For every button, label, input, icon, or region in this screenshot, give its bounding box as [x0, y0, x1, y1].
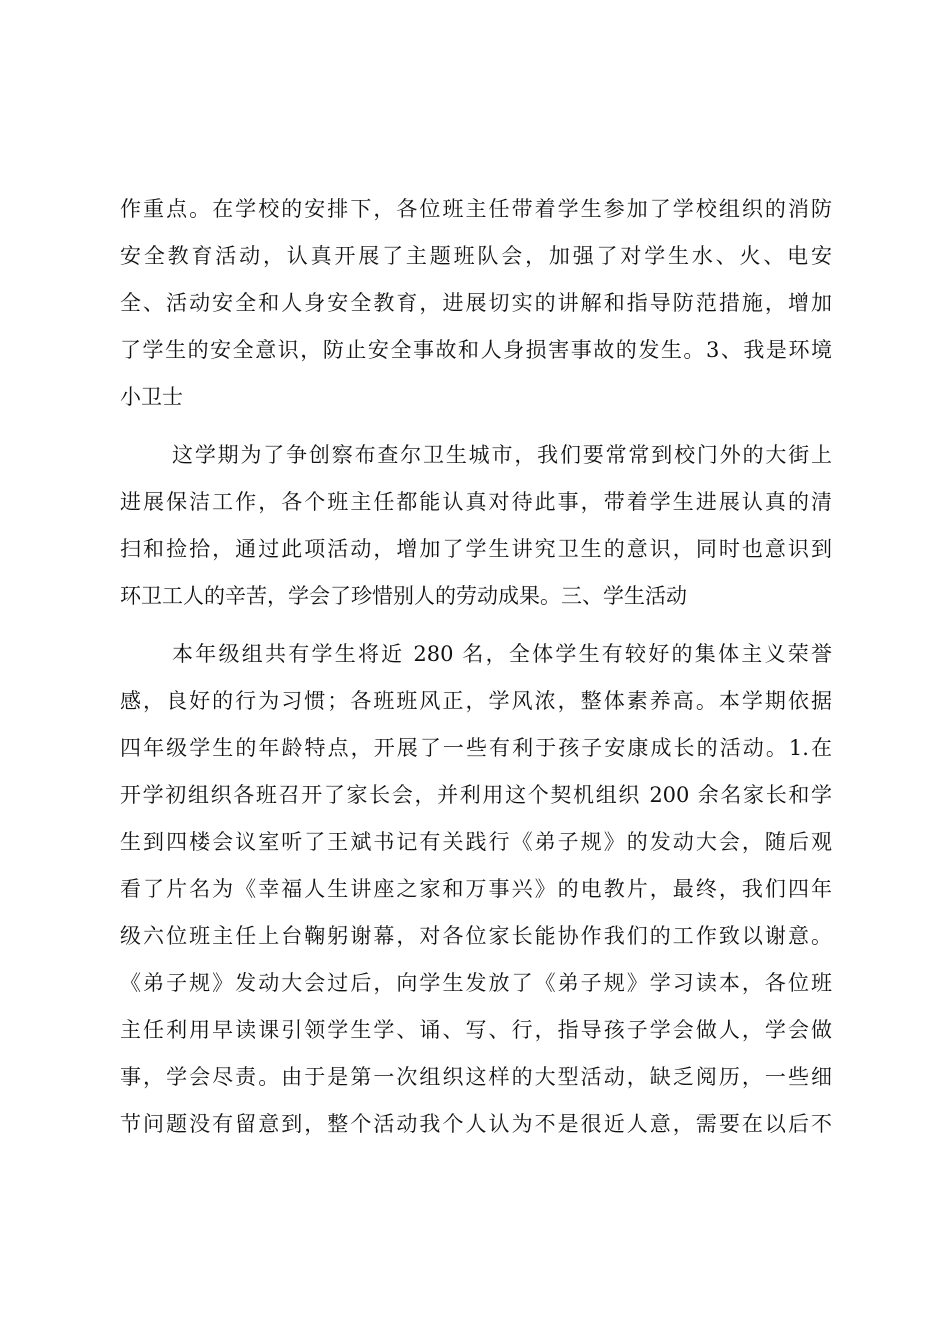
text-line: 全、活动安全和人身安全教育，进展切实的讲解和指导防范措施，增加: [120, 291, 832, 315]
text-line: 主任利用早读课引领学生学、诵、写、行，指导孩子学会做人，学会做: [120, 1018, 832, 1042]
text-line: 小卫士: [120, 385, 183, 409]
paragraph-first-line: 这学期为了争创察布查尔卫生城市，我们要常常到校门外的大街上: [172, 443, 832, 467]
text-line: 感，良好的行为习惯；各班班风正，学风浓，整体素养高。本学期依据: [120, 689, 832, 713]
text-line: 了学生的安全意识，防止安全事故和人身损害事故的发生。3、我是环境: [120, 338, 832, 362]
text-line: 事，学会尽责。由于是第一次组织这样的大型活动，缺乏阅历，一些细: [120, 1065, 832, 1089]
text-line: 《弟子规》发动大会过后，向学生发放了《弟子规》学习读本，各位班: [120, 971, 832, 995]
paragraph-first-line: 本年级组共有学生将近 280 名，全体学生有较好的集体主义荣誉: [172, 642, 832, 666]
text-line: 看了片名为《幸福人生讲座之家和万事兴》的电教片，最终，我们四年: [120, 877, 832, 901]
text-line: 扫和捡拾，通过此项活动，增加了学生讲究卫生的意识，同时也意识到: [120, 537, 832, 561]
text-line: 进展保洁工作，各个班主任都能认真对待此事，带着学生进展认真的清: [120, 490, 832, 514]
text-line: 开学初组织各班召开了家长会，并利用这个契机组织 200 余名家长和学: [120, 783, 832, 807]
text-line: 安全教育活动，认真开展了主题班队会，加强了对学生水、火、电安: [120, 244, 832, 268]
text-line: 节问题没有留意到，整个活动我个人认为不是很近人意，需要在以后不: [120, 1112, 832, 1136]
text-line: 环卫工人的辛苦，学会了珍惜别人的劳动成果。三、学生活动: [120, 584, 687, 608]
text-line: 作重点。在学校的安排下，各位班主任带着学生参加了学校组织的消防: [120, 197, 832, 221]
text-line: 级六位班主任上台鞠躬谢幕，对各位家长能协作我们的工作致以谢意。: [120, 924, 832, 948]
text-line: 生到四楼会议室听了王斌书记有关践行《弟子规》的发动大会，随后观: [120, 830, 832, 854]
text-line: 四年级学生的年龄特点，开展了一些有利于孩子安康成长的活动。1.在: [120, 736, 832, 760]
